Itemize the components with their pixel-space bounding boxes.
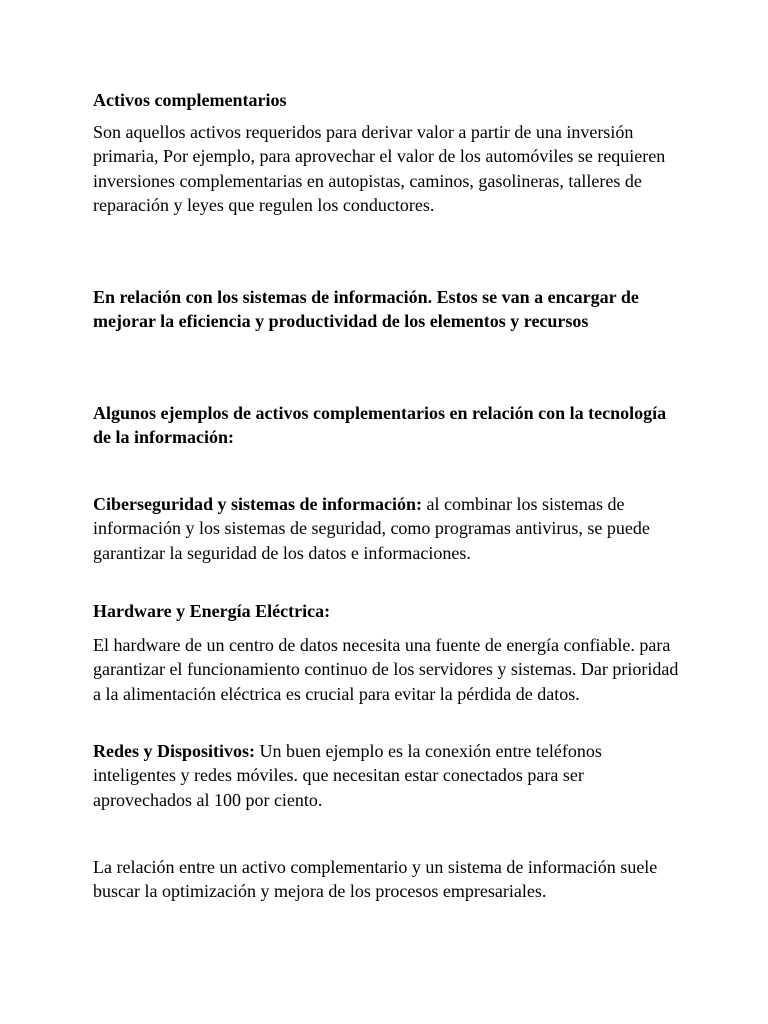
relation-paragraph: En relación con los sistemas de información. Estos se van a encargar de mejorar la eficiencia y productividad de los elementos y recursos [93, 287, 639, 332]
networks-paragraph [93, 739, 683, 812]
cyber-label: Ciberseguridad y sistemas de información: [93, 494, 422, 514]
networks-text: Un buen ejemplo es la conexión entre teléfonos inteligentes y redes móviles. que necesitan estar conectados para ser aprovechados al 100 por ciento. [93, 741, 602, 810]
networks-label: Redes y Dispositivos: [93, 741, 256, 761]
cyber-text: al combinar los sistemas de información y los sistemas de seguridad, como programas antivirus, se puede garantizar la seguridad de los datos e informaciones. [93, 494, 650, 563]
intro-paragraph: Son aquellos activos requeridos para derivar valor a partir de una inversión primaria, Por ejemplo, para aprovechar el valor de los automóviles se requieren inversiones complementarias en autopistas, caminos, gasolineras, talleres de reparación y leyes que regulen los conductores. [93, 122, 666, 216]
cyber-paragraph [93, 492, 683, 565]
examples-heading: Algunos ejemplos de activos complementarios en relación con la tecnología de la información: [93, 403, 667, 448]
conclusion-paragraph: La relación entre un activo complementario y un sistema de información suele buscar la optimización y mejora de los procesos empresariales. [93, 857, 658, 902]
hardware-heading: Hardware y Energía Eléctrica: [93, 601, 331, 621]
hardware-paragraph: El hardware de un centro de datos necesita una fuente de energía confiable. para garantizar el funcionamiento continuo de los servidores y sistemas. Dar prioridad a la alimentación eléctrica es crucial para evitar la pérdida de datos. [93, 635, 679, 704]
document-title: Activos complementarios [93, 90, 287, 110]
